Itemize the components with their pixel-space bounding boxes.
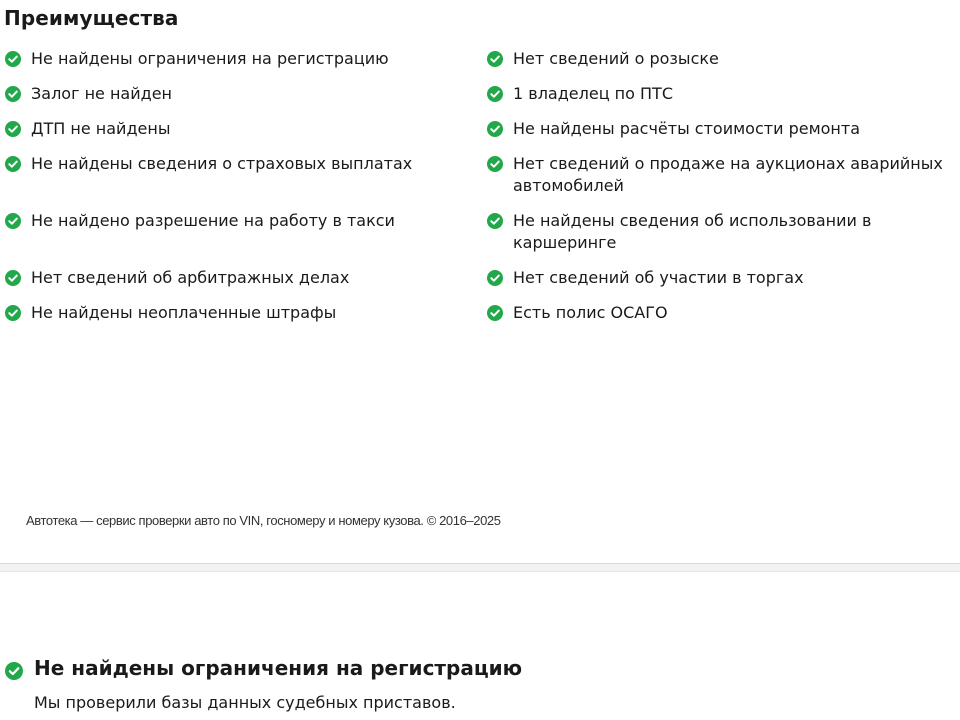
advantage-item bbox=[5, 302, 336, 324]
check-circle-icon bbox=[487, 270, 503, 286]
check-circle-icon bbox=[487, 156, 503, 172]
detail-title: Не найдены ограничения на регистрацию bbox=[34, 656, 523, 680]
check-circle-icon bbox=[5, 51, 21, 67]
advantage-item bbox=[5, 48, 389, 70]
check-circle-icon bbox=[5, 156, 21, 172]
check-circle-icon bbox=[487, 213, 503, 229]
check-circle-icon bbox=[487, 305, 503, 321]
check-circle-icon bbox=[5, 305, 21, 321]
check-circle-icon bbox=[5, 662, 23, 680]
advantage-item bbox=[487, 118, 957, 140]
check-circle-icon bbox=[487, 86, 503, 102]
advantage-label: Нет сведений об арбитражных делах bbox=[31, 268, 350, 287]
advantage-item bbox=[487, 302, 957, 324]
advantage-item bbox=[5, 83, 172, 105]
advantage-label: Нет сведений о продаже на аукционах аварийных автомобилей bbox=[513, 154, 943, 195]
advantage-label: Не найдены неоплаченные штрафы bbox=[31, 303, 337, 322]
advantage-label: Нет сведений о розыске bbox=[513, 49, 719, 68]
advantage-item bbox=[487, 48, 957, 70]
advantage-item bbox=[5, 118, 170, 140]
check-circle-icon bbox=[5, 86, 21, 102]
advantage-label: ДТП не найдены bbox=[31, 119, 171, 138]
check-circle-icon bbox=[5, 121, 21, 137]
advantage-item bbox=[487, 153, 957, 197]
advantage-item bbox=[487, 83, 957, 105]
advantage-item bbox=[487, 210, 957, 254]
check-circle-icon bbox=[5, 213, 21, 229]
advantage-label: Залог не найден bbox=[31, 84, 172, 103]
advantage-item bbox=[5, 210, 395, 232]
check-circle-icon bbox=[487, 51, 503, 67]
advantage-label: Не найдены расчёты стоимости ремонта bbox=[513, 119, 861, 138]
advantage-item bbox=[5, 267, 349, 289]
advantage-label: Не найдены ограничения на регистрацию bbox=[31, 49, 389, 68]
advantage-label: Не найдены сведения об использовании в каршеринге bbox=[513, 211, 872, 252]
advantages-title: Преимущества bbox=[4, 6, 179, 30]
advantage-label: 1 владелец по ПТС bbox=[513, 84, 673, 103]
advantage-item bbox=[5, 153, 412, 175]
advantage-item bbox=[487, 267, 957, 289]
check-circle-icon bbox=[487, 121, 503, 137]
advantage-label: Нет сведений об участии в торгах bbox=[513, 268, 804, 287]
advantage-label: Есть полис ОСАГО bbox=[513, 303, 668, 322]
footer-copyright: Автотека — сервис проверки авто по VIN, госномеру и номеру кузова. © 2016–2025 bbox=[26, 513, 501, 528]
advantage-label: Не найдено разрешение на работу в такси bbox=[31, 211, 395, 230]
advantage-label: Не найдены сведения о страховых выплатах bbox=[31, 154, 413, 173]
detail-description: Мы проверили базы данных судебных приставов. bbox=[34, 693, 456, 712]
check-circle-icon bbox=[5, 270, 21, 286]
section-divider bbox=[0, 563, 960, 572]
